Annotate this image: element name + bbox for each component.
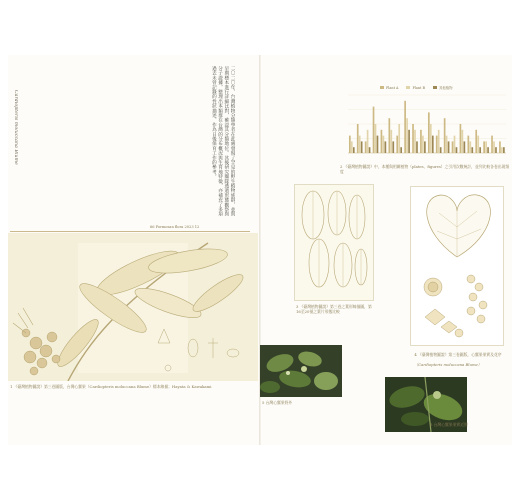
bar: [469, 141, 471, 153]
botanical-plate: [8, 233, 258, 381]
bar: [351, 141, 353, 153]
running-head: 66 Formosan flora 2023 12: [150, 225, 200, 229]
heart-plate-caption: [412, 347, 508, 367]
plate-caption: 1 《臺灣植物圖說》第三卷圖版，台灣心翼果（Cardiopteris moluccana Blume）標本線描；Hayata & Kawakami: [10, 384, 212, 389]
bar: [499, 141, 501, 153]
bar: [460, 124, 462, 153]
bar: [493, 141, 495, 153]
bar: [503, 147, 505, 153]
running-head-rule: [10, 231, 250, 232]
bar: [432, 136, 434, 153]
bar: [377, 136, 379, 153]
bar: [440, 147, 442, 153]
field-photo-1: [260, 345, 342, 397]
bar: [467, 136, 469, 153]
chart-caption: 2 《臺灣植物圖說》中，本種與相關植物（plates、figures）之引用次數統計，並列比較各卷出現頻度: [340, 164, 510, 174]
bar: [369, 147, 371, 153]
bar: [444, 118, 446, 153]
bar: [438, 130, 440, 153]
legend-label-a: Plant A: [386, 85, 399, 90]
bar: [385, 141, 387, 153]
bar: [487, 147, 489, 153]
bar: [428, 112, 430, 153]
legend-swatch-c: [433, 86, 437, 89]
bar: [392, 141, 394, 153]
bar: [383, 136, 385, 153]
bar: [420, 130, 422, 153]
bar: [390, 130, 392, 153]
bar: [454, 136, 456, 153]
bar: [495, 147, 497, 153]
bar: [359, 136, 361, 153]
bar: [477, 136, 479, 153]
leaf-plate-caption: 3 《臺灣植物圖說》第三卷之葉形線描圖，第16至20號之葉片形態比較: [296, 304, 372, 314]
bar: [404, 101, 406, 153]
bar: [353, 147, 355, 153]
bar: [398, 124, 400, 153]
left-page-body-text: 二〇二〇年，台灣植物分類學者在此處發現了罕見的野生植物族群，並與早期標本進行詳細比對，確認其分類地位。其後研究團隊透過形態觀察與分子證據，整理出本類群在台灣的分布概況與生育地特徵，亦補充了多項過去未曾記錄的性狀描述，作為日後保育工作的參考。: [211, 66, 235, 217]
legend-item-a: [380, 85, 398, 90]
bar: [375, 124, 377, 153]
bar: [414, 130, 416, 153]
bar: [501, 147, 503, 153]
chart-plot: [340, 91, 510, 161]
legend-swatch-a: [380, 86, 384, 89]
bar: [406, 118, 408, 153]
bar: [424, 141, 426, 153]
bar: [448, 141, 450, 153]
legend-item-c: [433, 85, 453, 90]
bar: [361, 141, 363, 153]
bar: [452, 141, 454, 153]
bar-chart: [340, 83, 510, 161]
bar: [430, 124, 432, 153]
bar: [416, 141, 418, 153]
bar: [349, 136, 351, 153]
field-photo-1-image: [260, 345, 342, 397]
bar: [464, 141, 466, 153]
bar: [456, 147, 458, 153]
leaf-drawing-plate: [294, 184, 374, 301]
legend-item-b: [406, 85, 425, 90]
photo1-caption: 5 台灣心翼果野外: [262, 400, 293, 405]
legend-swatch-b: [406, 86, 410, 89]
bar: [396, 136, 398, 153]
photo2-caption: 6 台灣心翼果果實近照: [430, 422, 468, 427]
bar: [400, 147, 402, 153]
bar: [422, 136, 424, 153]
bar: [367, 130, 369, 153]
latin-name: Cardiopteris moluccana Blume: [13, 90, 18, 165]
bar: [491, 136, 493, 153]
bar: [357, 124, 359, 153]
heart-plate-caption-main: 4 《臺灣植物圖說》第三卷圖版，心翼果果實及花序: [414, 352, 502, 357]
bar: [485, 141, 487, 153]
bar: [446, 136, 448, 153]
bar: [462, 130, 464, 153]
chart-legend: [380, 85, 453, 90]
heart-plate-caption-latin: （Cardiopteris moluccana Blume）: [414, 362, 482, 367]
bar: [381, 130, 383, 153]
bar: [471, 147, 473, 153]
leaf-drawing: [295, 185, 373, 300]
bar: [479, 147, 481, 153]
legend-label-b: Plant B: [412, 85, 425, 90]
bar: [373, 107, 375, 153]
heart-leaf-drawing: [411, 187, 503, 345]
bar: [412, 124, 414, 153]
bar: [475, 130, 477, 153]
bar: [388, 118, 390, 153]
bar: [436, 136, 438, 153]
heart-leaf-plate: [410, 186, 504, 346]
bar: [483, 141, 485, 153]
bar: [408, 130, 410, 153]
legend-label-c: 其他植物: [438, 86, 453, 90]
bar: [365, 141, 367, 153]
botanical-plate-drawing: [8, 233, 258, 381]
